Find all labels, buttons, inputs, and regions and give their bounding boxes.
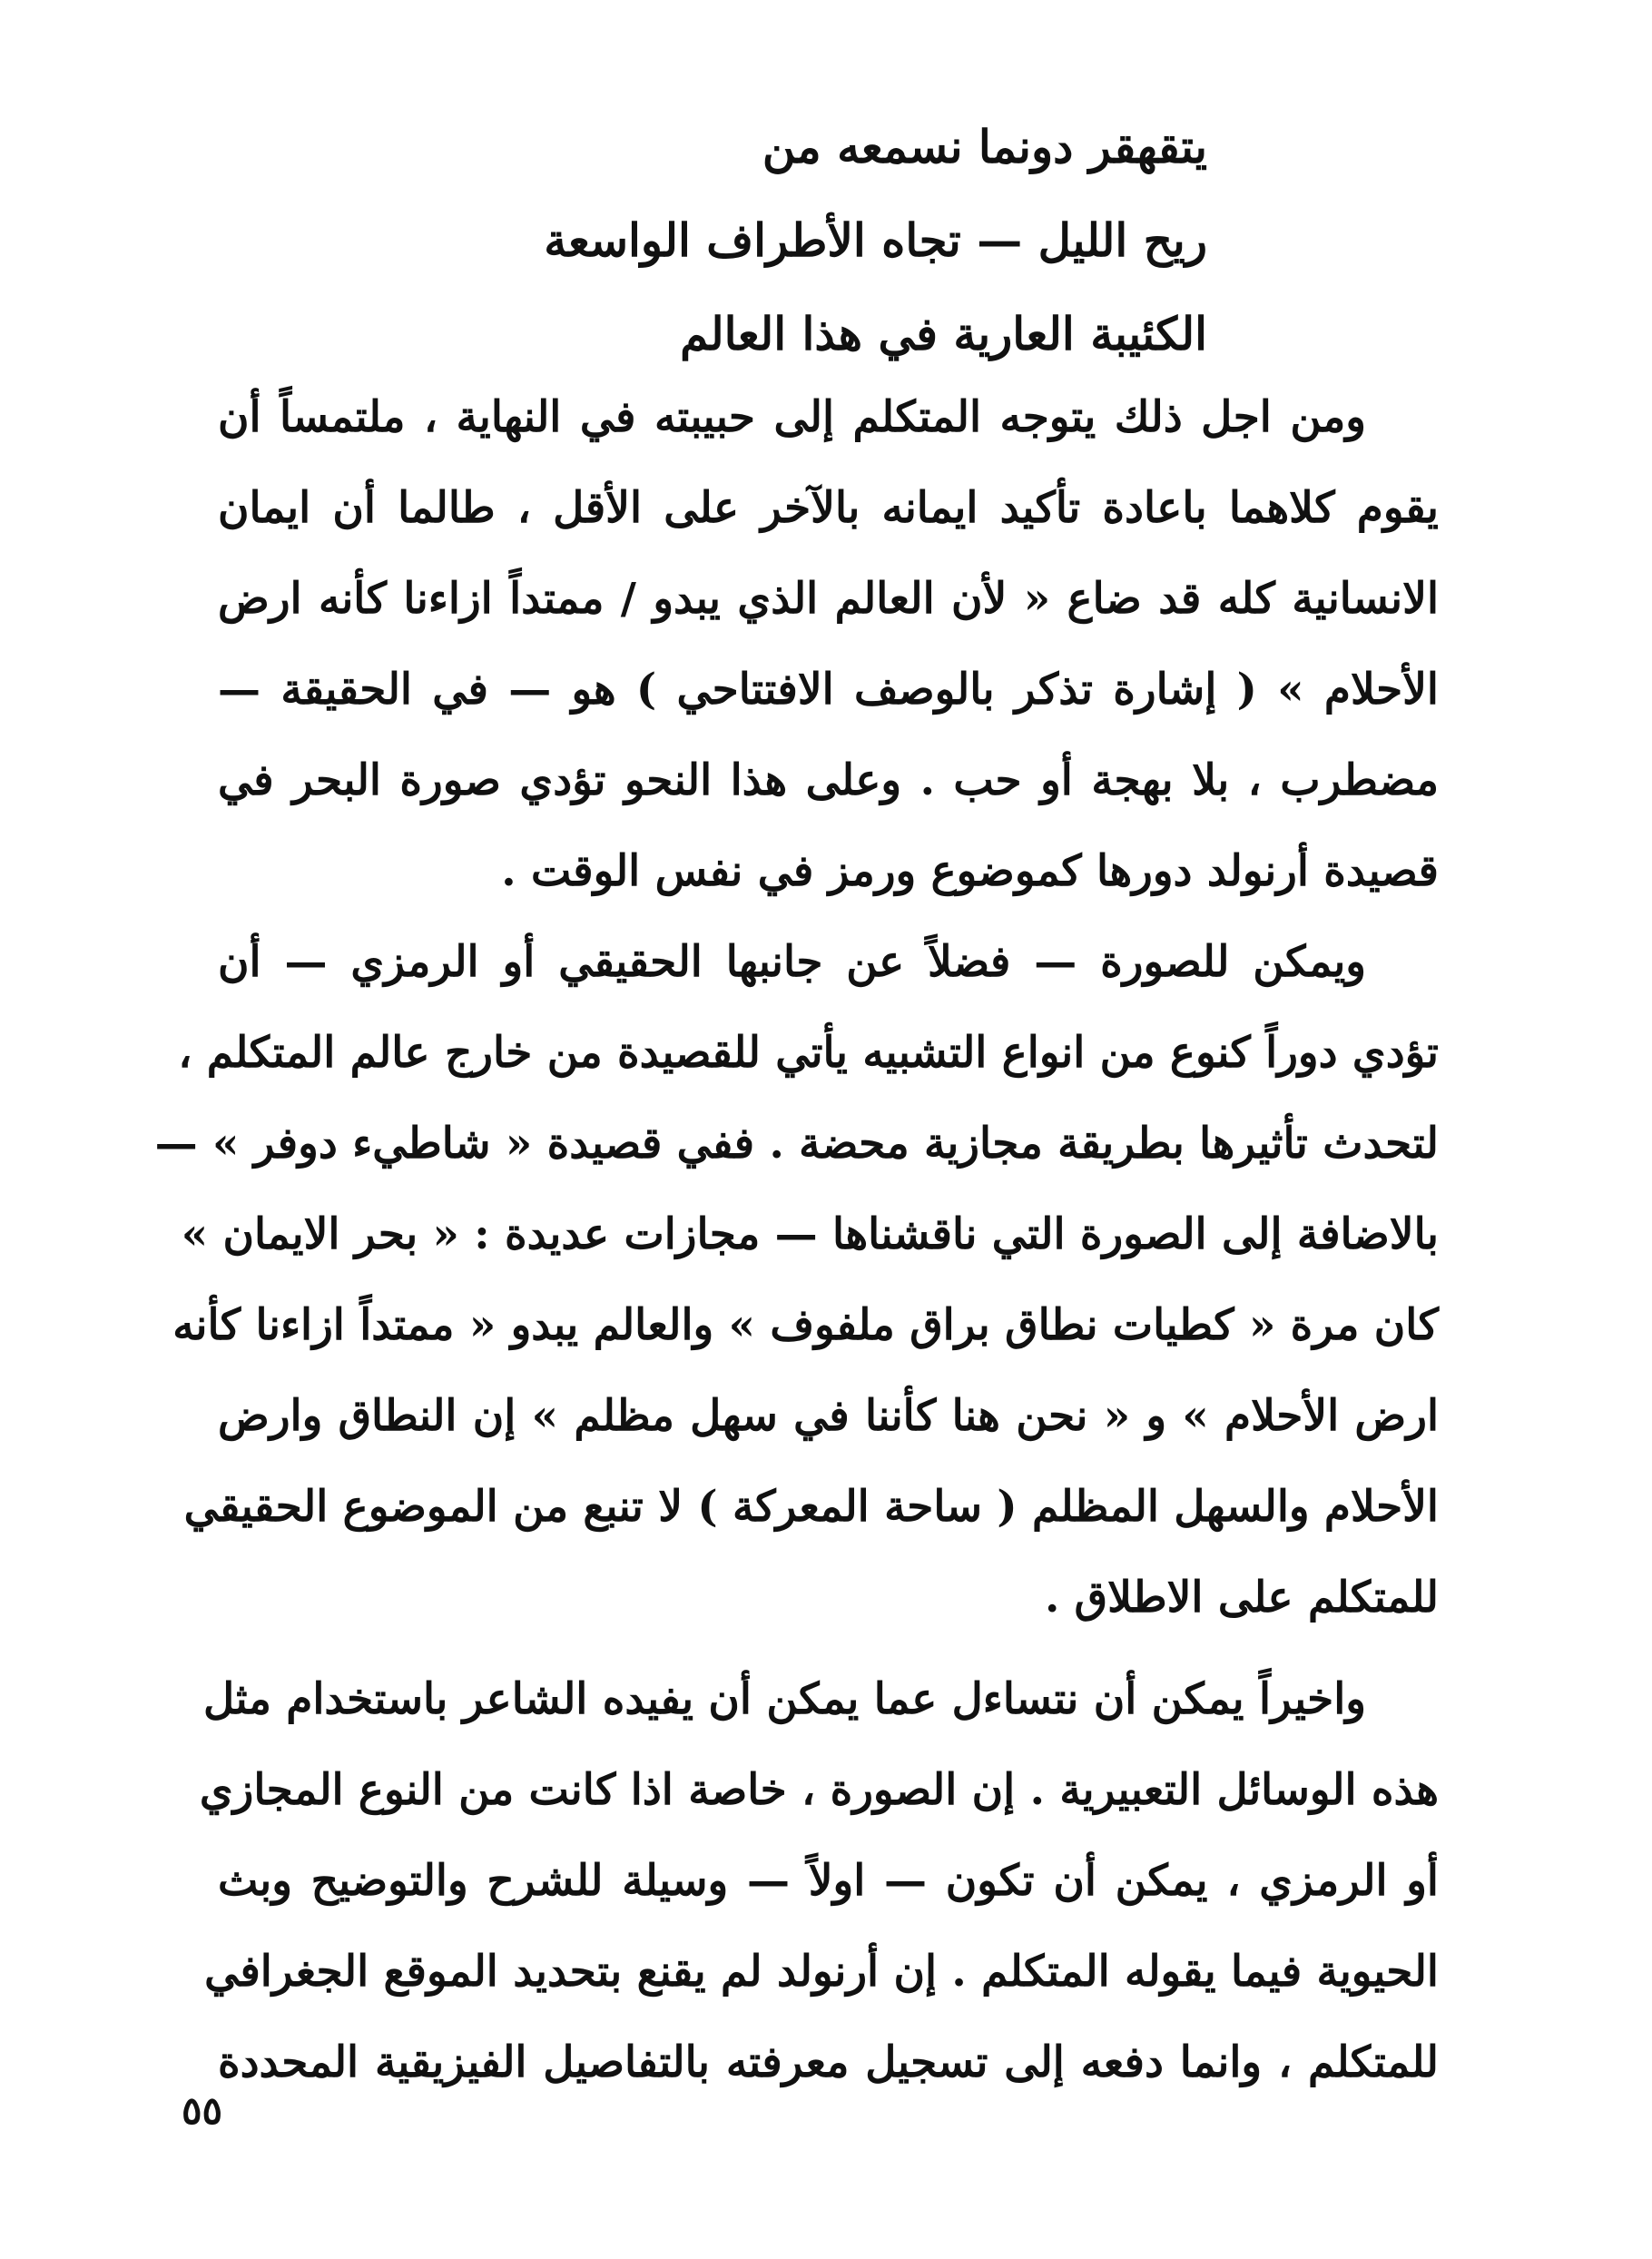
text-line: الأحلام والسهل المظلم ( ساحة المعركة ) لا تنبع من الموضوع الحقيقي	[183, 1482, 1439, 1532]
text-line: كان مرة « كطيات نطاق براق ملفوف » والعالم يبدو « ممتداً ازاءنا كأنه	[172, 1300, 1439, 1350]
verse-quote	[390, 100, 1207, 380]
paragraph-3	[199, 1654, 1439, 2108]
text-line: أو الرمزي ، يمكن أن تكون — اولاً — وسيلة للشرح والتوضيح وبث	[218, 1856, 1439, 1906]
verse-line: الكئيبة العارية في هذا العالم	[680, 307, 1207, 360]
paragraph-2	[154, 917, 1439, 1643]
text-line: الانسانية كله قد ضاع « لأن العالم الذي يبدو / ممتداً ازاءنا كأنه ارض	[218, 574, 1439, 624]
text-line: مضطرب ، بلا بهجة أو حب . وعلى هذا النحو تؤدي صورة البحر في	[218, 755, 1439, 805]
text-line: تؤدي دوراً كنوع من انواع التشبيه يأتي للقصيدة من خارج عالم المتكلم ،	[178, 1028, 1439, 1078]
text-line: الحيوية فيما يقوله المتكلم . إن أرنولد لم يقنع بتحديد الموقع الجغرافي	[204, 1947, 1439, 1997]
text-line: ومن اجل ذلك يتوجه المتكلم إلى حبيبته في النهاية ، ملتمساً أن	[218, 392, 1366, 442]
text-line: الأحلام » ( إشارة تذكر بالوصف الافتتاحي ) هو — في الحقيقة —	[218, 665, 1439, 715]
text-line: هذه الوسائل التعبيرية . إن الصورة ، خاصة اذا كانت من النوع المجازي	[199, 1765, 1439, 1815]
verse-line: يتقهقر دونما نسمعه من	[762, 120, 1207, 173]
text-line: لتحدث تأثيرها بطريقة مجازية محضة . ففي قصيدة « شاطيء دوفر » —	[154, 1119, 1439, 1169]
text-line: قصيدة أرنولد دورها كموضوع ورمز في نفس الوقت .	[501, 846, 1439, 896]
text-line: بالاضافة إلى الصورة التي ناقشناها — مجازات عديدة : « بحر الايمان »	[181, 1209, 1439, 1259]
page-number: ٥٥	[182, 2088, 223, 2133]
text-line: واخيراً يمكن أن نتساءل عما يمكن أن يفيده الشاعر باستخدام مثل	[202, 1674, 1366, 1724]
body-text	[154, 372, 1439, 2108]
text-line: للمتكلم ، وانما دفعه إلى تسجيل معرفته بالتفاصيل الفيزيقية المحددة	[218, 2037, 1439, 2087]
text-line: يقوم كلاهما باعادة تأكيد ايمانه بالآخر على الأقل ، طالما أن ايمان	[218, 483, 1439, 533]
paragraph-gap	[218, 1643, 1439, 1654]
text-line: للمتكلم على الاطلاق .	[1044, 1573, 1439, 1623]
paragraph-1	[218, 372, 1439, 917]
text-line: ويمكن للصورة — فضلاً عن جانبها الحقيقي أو الرمزي — أن	[218, 937, 1366, 987]
verse-line: ريح الليل — تجاه الأطراف الواسعة	[544, 213, 1207, 267]
text-line: ارض الأحلام » و « نحن هنا كأننا في سهل مظلم » إن النطاق وارض	[218, 1391, 1439, 1441]
